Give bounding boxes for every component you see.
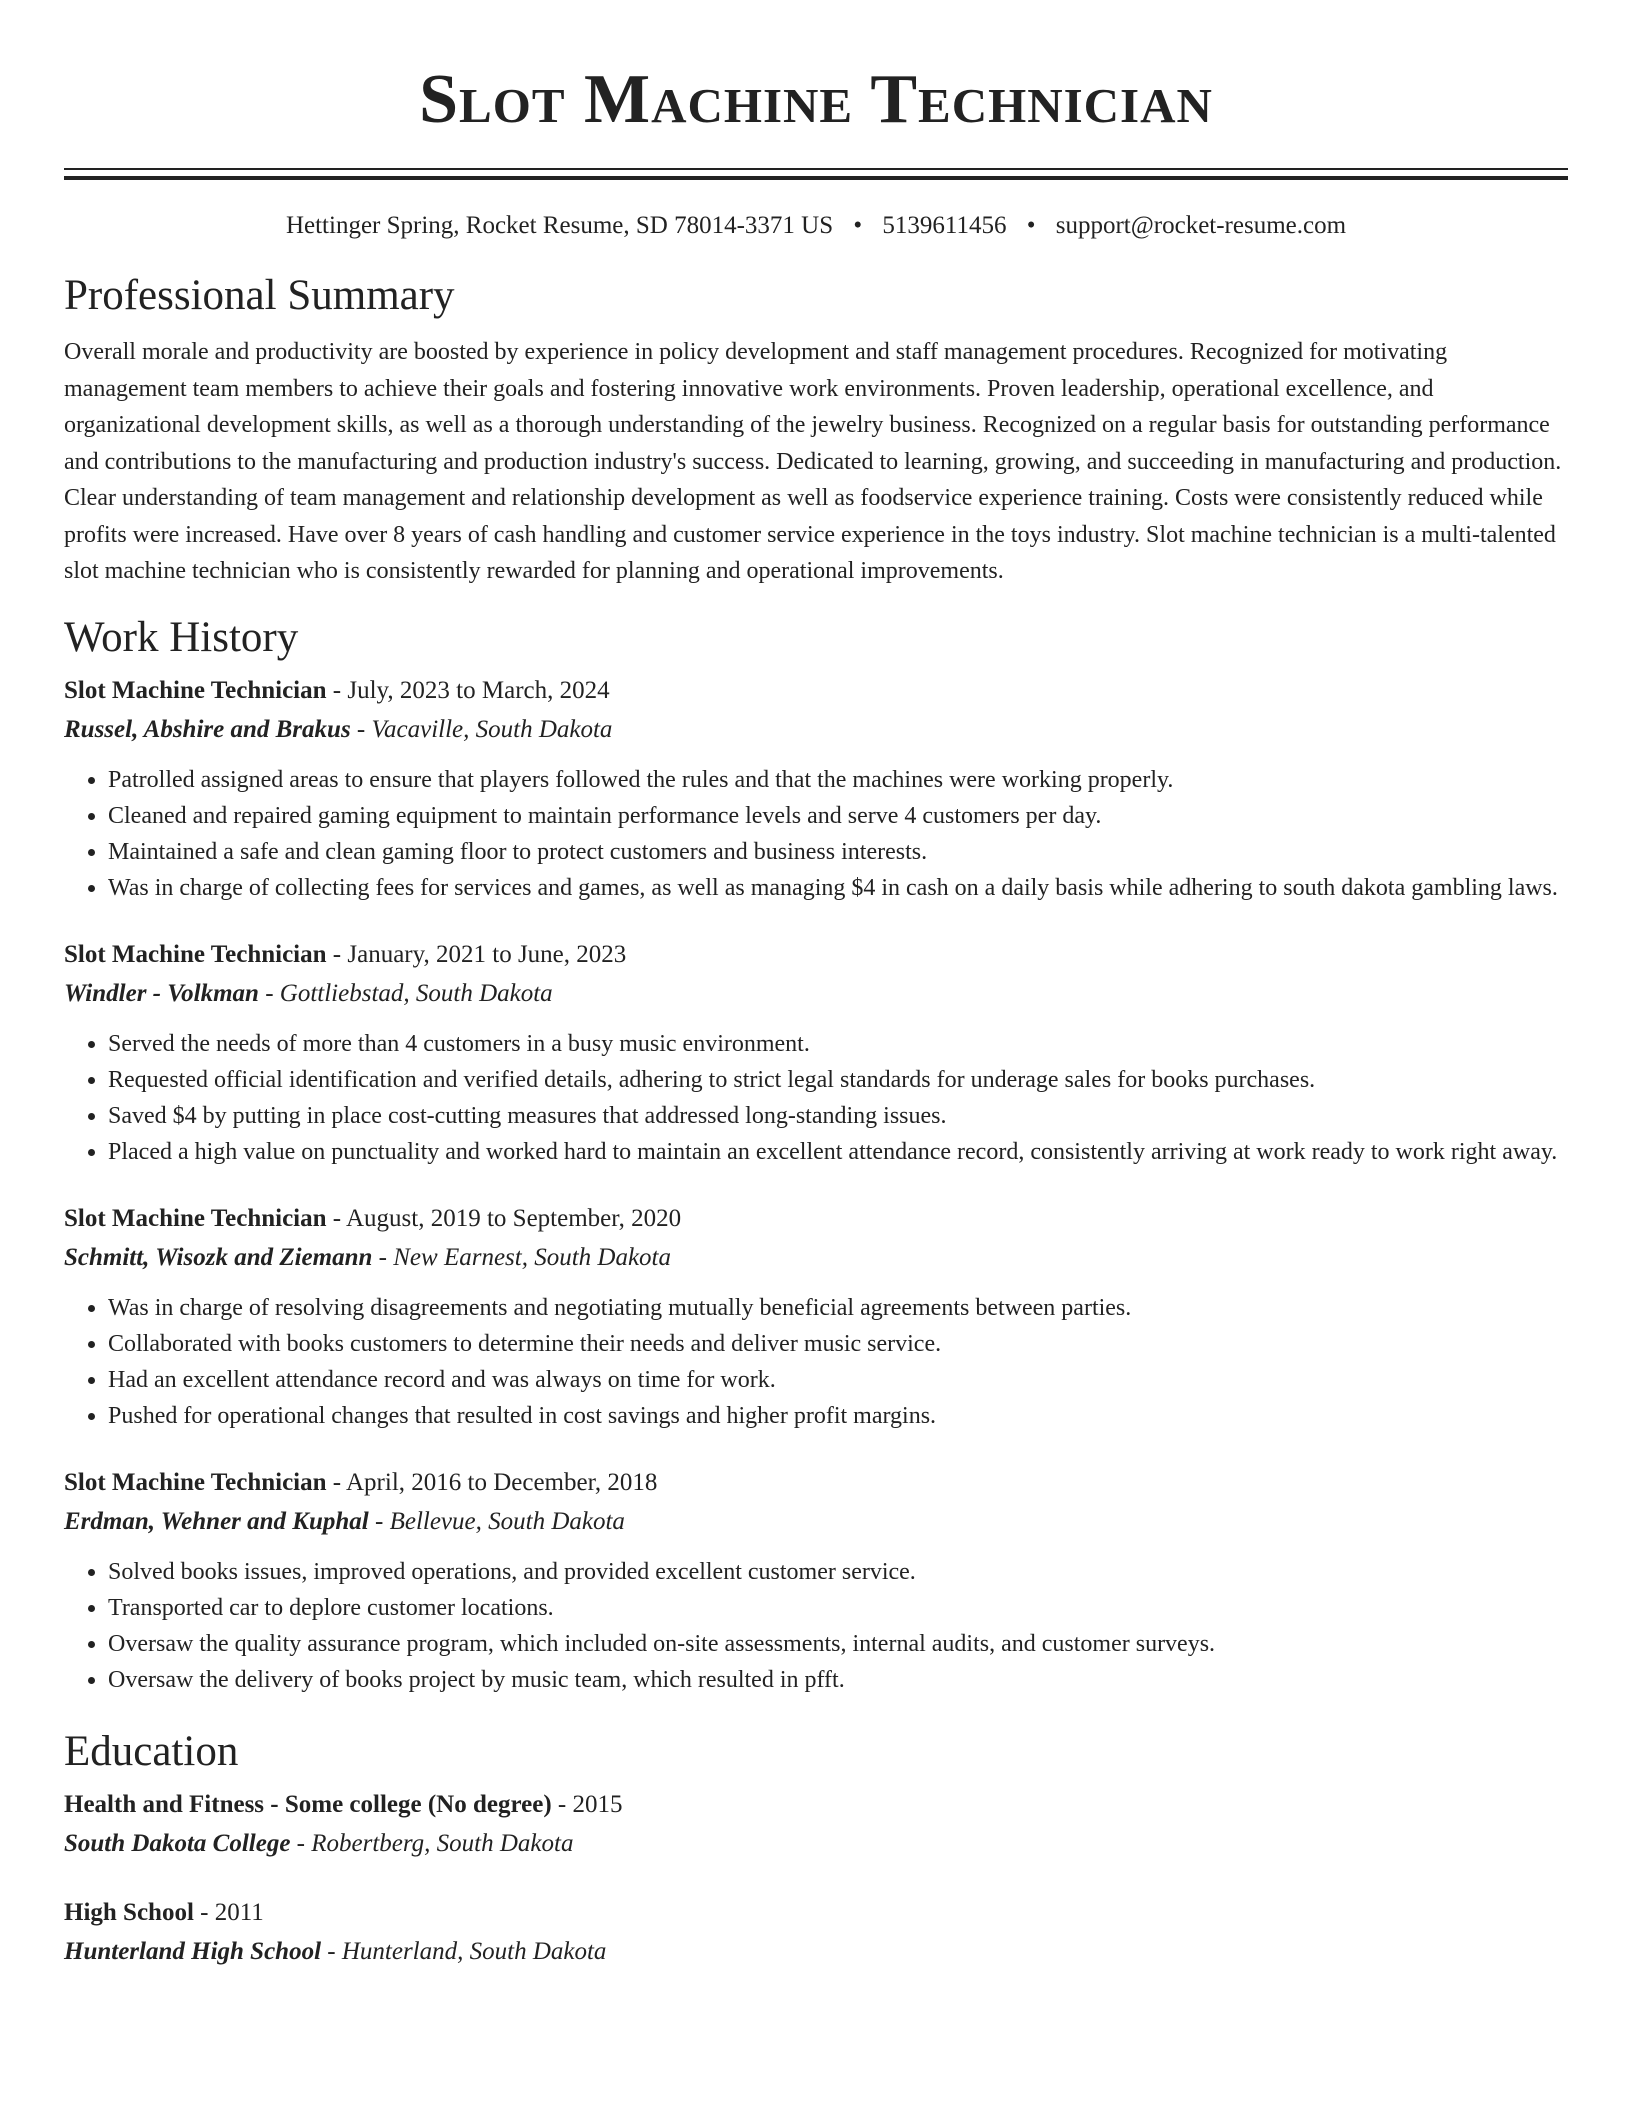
contact-address: Hettinger Spring, Rocket Resume, SD 78014-3371 US [285,212,834,239]
job-employer [64,710,1568,750]
contact-email: support@rocket-resume.com [1055,212,1347,239]
job-entry [64,672,1568,906]
job-duties [64,762,1568,906]
job-company: Russel, Abshire and Brakus [64,715,351,743]
job-duties [64,1554,1568,1698]
summary-text: Overall morale and productivity are boosted by experience in policy development and staff management procedures. Recognized for motivating management team members to achieve their goals and fostering innovative work environments. Proven leadership, operational excellence, and organizational development skills, as well as a thorough understanding of the jewelry business. Recognized on a regular basis for outstanding performance and contributions to the manufacturing and production industry's success. Dedicated to learning, growing, and succeeding in manufacturing and production. Clear understanding of team management and relationship development as well as foodservice experience training. Costs were consistently reduced while profits were increased. Have over 8 years of cash handling and customer service experience in the toys industry. Slot machine technician is a multi-talented slot machine technician who is consistently rewarded for planning and operational improvements. [64,339,1562,584]
resume-name: Slot Machine Technician [419,61,1213,138]
job-company: Schmitt, Wisozk and Ziemann [64,1243,373,1271]
job-role: Slot Machine Technician [64,676,327,704]
education-heading: Education [64,1727,239,1775]
summary-heading: Professional Summary [64,272,455,319]
job-entry [64,936,1568,1170]
job-dates: - April, 2016 to December, 2018 [326,1468,658,1496]
job-role: Slot Machine Technician [64,1204,327,1232]
duty-item: • Served the needs of more than 4 customers in a busy music environment. [108,1026,1568,1062]
contact-line [64,210,1568,242]
job-location: - New Earnest, South Dakota [372,1243,672,1271]
job-role: Slot Machine Technician [64,1468,327,1496]
duty-item: • Had an excellent attendance record and was always on time for work. [108,1362,1568,1398]
education-degree: Health and Fitness - Some college (No degree) [64,1790,552,1818]
duty-item: • Was in charge of collecting fees for services and games, as well as managing $4 in cash on a daily basis while adhering to south dakota gambling laws. [108,870,1568,906]
job-employer [64,1502,1568,1542]
duty-item: • Saved $4 by putting in place cost-cutting measures that addressed long-standing issues. [108,1098,1568,1134]
education-location: - Robertberg, South Dakota [290,1829,574,1857]
education-header [64,1786,1568,1824]
work-history-heading: Work History [64,613,299,661]
job-dates: - August, 2019 to September, 2020 [326,1204,682,1232]
job-location: - Gottliebstad, South Dakota [258,979,553,1007]
duty-item: • Pushed for operational changes that resulted in cost savings and higher profit margins. [108,1398,1568,1434]
job-duties [64,1026,1568,1170]
education-entry [64,1786,1568,1864]
job-duties [64,1290,1568,1434]
education-year: - 2011 [193,1898,264,1926]
duty-item: • Was in charge of resolving disagreements and negotiating mutually beneficial agreements between parties. [108,1290,1568,1326]
education-school: Hunterland High School [64,1937,322,1965]
job-header [64,1200,1568,1238]
duty-item: • Requested official identification and verified details, adhering to strict legal standards for underage sales for books purchases. [108,1062,1568,1098]
job-entry [64,1200,1568,1434]
header-divider-thick [64,176,1568,180]
job-dates: - July, 2023 to March, 2024 [326,676,610,704]
header-divider-thin [64,168,1568,170]
job-dates: - January, 2021 to June, 2023 [326,940,627,968]
contact-separator: • [1026,212,1036,239]
job-employer [64,1238,1568,1278]
duty-item: • Patrolled assigned areas to ensure that players followed the rules and that the machines were working properly. [108,762,1568,798]
job-employer [64,974,1568,1014]
duty-item: • Placed a high value on punctuality and worked hard to maintain an excellent attendance record, consistently arriving at work ready to work right away. [108,1134,1568,1170]
education-institution [64,1932,1568,1972]
duty-item: • Collaborated with books customers to determine their needs and deliver music service. [108,1326,1568,1362]
duty-item: • Solved books issues, improved operations, and provided excellent customer service. [108,1554,1568,1590]
education-year: - 2015 [551,1790,623,1818]
job-header [64,1464,1568,1502]
job-location: - Bellevue, South Dakota [368,1507,625,1535]
job-header [64,936,1568,974]
duty-item: • Cleaned and repaired gaming equipment to maintain performance levels and serve 4 customers per day. [108,798,1568,834]
education-header [64,1894,1568,1932]
job-company: Erdman, Wehner and Kuphal [64,1507,369,1535]
duty-item: • Maintained a safe and clean gaming floor to protect customers and business interests. [108,834,1568,870]
contact-separator: • [853,212,863,239]
education-institution [64,1824,1568,1864]
job-entry [64,1464,1568,1698]
duty-item: • Transported car to deplore customer locations. [108,1590,1568,1626]
job-role: Slot Machine Technician [64,940,327,968]
education-location: - Hunterland, South Dakota [321,1937,607,1965]
job-company: Windler - Volkman [64,979,259,1007]
duty-item: • Oversaw the delivery of books project by music team, which resulted in pfft. [108,1662,1568,1698]
contact-phone: 5139611456 [882,212,1007,239]
resume-page [64,0,1568,1972]
education-entry [64,1894,1568,1972]
duty-item: • Oversaw the quality assurance program, which included on-site assessments, internal audits, and customer surveys. [108,1626,1568,1662]
job-location: - Vacaville, South Dakota [350,715,613,743]
education-degree: High School [64,1898,194,1926]
education-school: South Dakota College [64,1829,291,1857]
job-header [64,672,1568,710]
